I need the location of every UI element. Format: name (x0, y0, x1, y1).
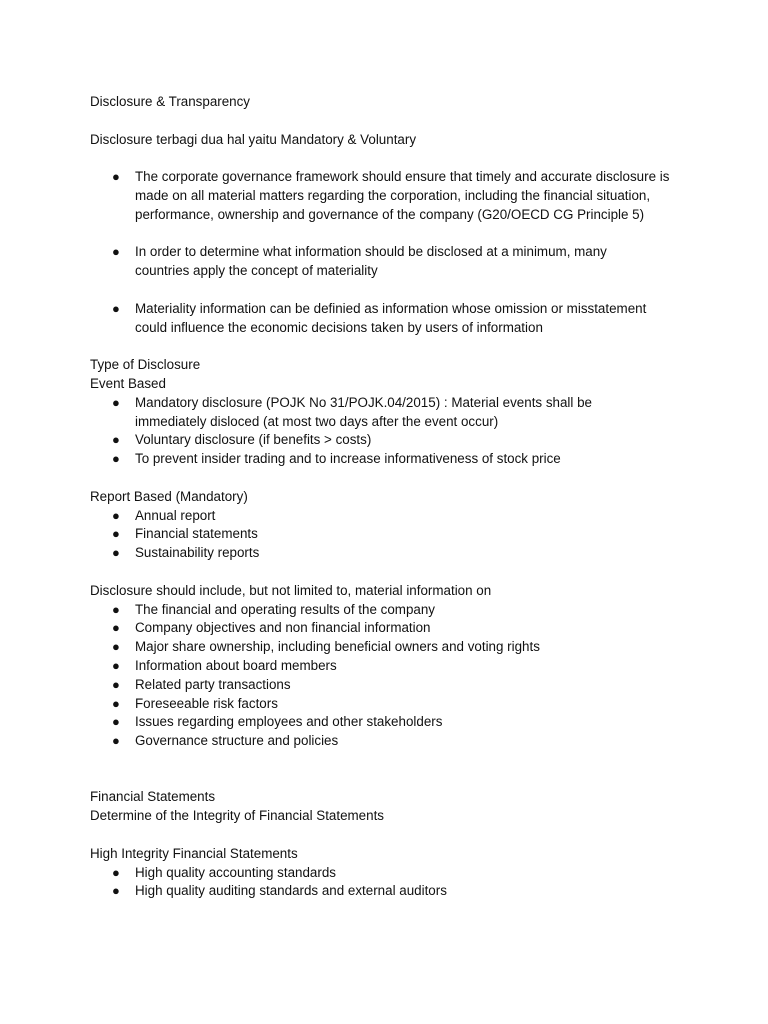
list-item: ● Voluntary disclosure (if benefits > costs) (90, 431, 690, 450)
report-based-list (90, 507, 690, 563)
bullet-icon: ● (112, 883, 120, 899)
bullet-icon: ● (112, 545, 120, 561)
list-item: ● Foreseeable risk factors (90, 695, 690, 714)
principles-list (90, 168, 690, 337)
bullet-icon: ● (112, 507, 120, 523)
list-item: ● Company objectives and non financial information (90, 619, 690, 638)
financial-statements-heading: Financial Statements (90, 789, 216, 805)
document-page (90, 93, 690, 901)
high-integrity-heading: High Integrity Financial Statements (90, 845, 298, 861)
bullet-icon: ● (112, 244, 120, 260)
list-item: ● High quality accounting standards (90, 864, 690, 883)
bullet-icon: ● (112, 432, 120, 448)
event-based-heading: Event Based (90, 375, 166, 391)
bullet-icon: ● (112, 394, 120, 410)
bullet-icon: ● (112, 733, 120, 749)
list-item: ● Issues regarding employees and other stakeholders (90, 713, 690, 732)
list-item: ● Financial statements (90, 525, 690, 544)
disclosure-include-heading: Disclosure should include, but not limited to, material information on (90, 582, 492, 598)
bullet-icon: ● (112, 620, 120, 636)
list-item: ● In order to determine what information should be disclosed at a minimum, many countries apply the concept of materiality (112, 244, 607, 279)
list-item: ● Major share ownership, including beneficial owners and voting rights (90, 638, 690, 657)
disclosure-include-list (90, 601, 690, 751)
high-integrity-list (90, 864, 690, 902)
bullet-icon: ● (112, 526, 120, 542)
bullet-icon: ● (112, 714, 120, 730)
document-title: Disclosure & Transparency (90, 94, 251, 109)
event-based-list (90, 394, 690, 469)
type-of-disclosure-heading: Type of Disclosure (90, 357, 201, 373)
list-item: ● Annual report (90, 507, 690, 526)
list-item: ● High quality auditing standards and external auditors (90, 882, 690, 901)
bullet-icon: ● (112, 657, 120, 673)
bullet-icon: ● (112, 169, 120, 185)
list-item: ● Mandatory disclosure (POJK No 31/POJK.04/2015) : Material events shall be immediately disloced (at most two days after the event occur) (112, 394, 592, 429)
list-item: ● Sustainability reports (90, 544, 690, 563)
bullet-icon: ● (112, 864, 120, 880)
report-based-heading: Report Based (Mandatory) (90, 488, 248, 504)
bullet-icon: ● (112, 695, 120, 711)
list-item: ● Related party transactions (90, 676, 690, 695)
bullet-icon: ● (112, 676, 120, 692)
list-item: ● The corporate governance framework should ensure that timely and accurate disclosure is made on all material matters regarding the corporation, including the financial situation, performance, ownership and governance of the company (G20/OECD CG Principle 5) (112, 169, 670, 222)
integrity-subheading: Determine of the Integrity of Financial Statements (90, 808, 384, 824)
list-item: ● The financial and operating results of the company (90, 601, 690, 620)
list-item: ● Information about board members (90, 657, 690, 676)
list-item: ● Governance structure and policies (90, 732, 690, 751)
bullet-icon: ● (112, 300, 120, 316)
bullet-icon: ● (112, 601, 120, 617)
intro-line: Disclosure terbagi dua hal yaitu Mandatory & Voluntary (90, 131, 417, 147)
bullet-icon: ● (112, 451, 120, 467)
bullet-icon: ● (112, 639, 120, 655)
list-item: ● Materiality information can be definied as information whose omission or misstatement could influence the economic decisions taken by users of information (112, 300, 647, 335)
list-item: ● To prevent insider trading and to increase informativeness of stock price (90, 450, 690, 469)
